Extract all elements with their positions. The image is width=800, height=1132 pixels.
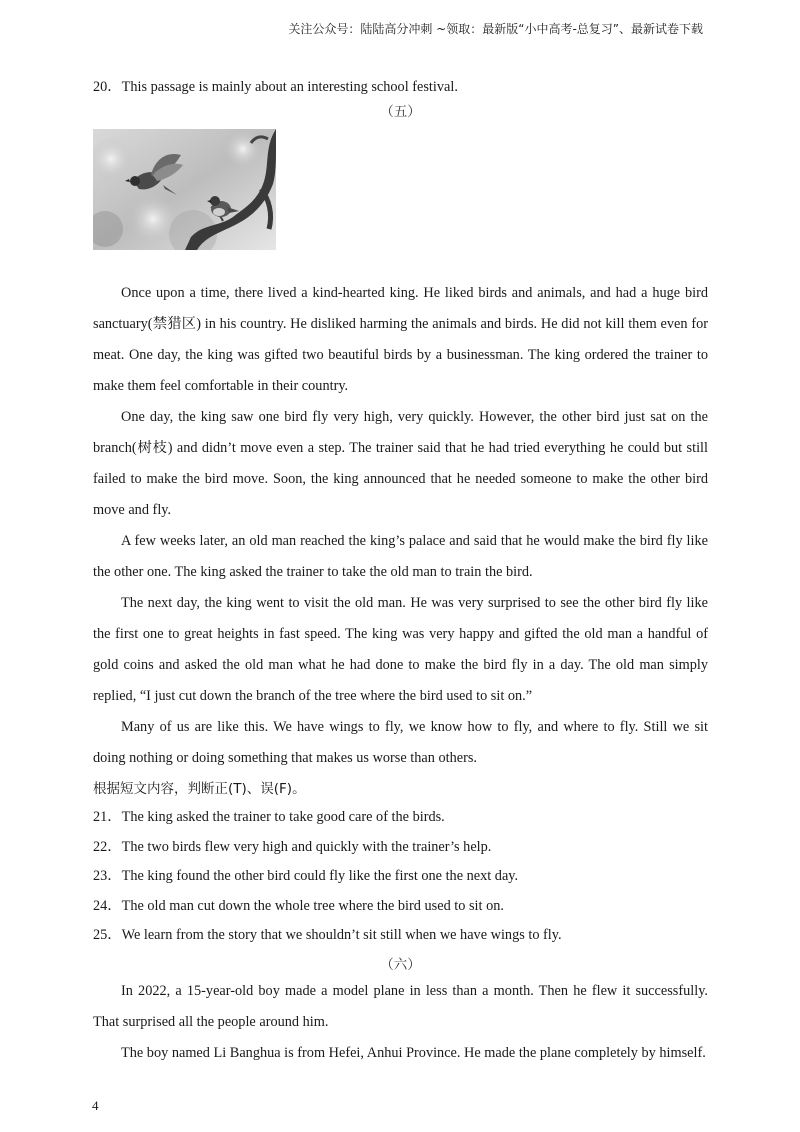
paragraph: One day, the king saw one bird fly very high, very quickly. However, the other bird just sat on the branch(树枝) and didn’t move even a step. The trainer said that he had tried everything he could but still failed to make the bird move. Soon, the king announced that he needed someone to make the other bird move and fly. [93, 409, 708, 518]
question-item: 21．The king asked the trainer to take good care of the birds. [93, 809, 445, 825]
instruction-text: 根据短文内容，判断正(T)、误(F)。 [93, 781, 306, 797]
paragraph: The boy named Li Banghua is from Hefei, Anhui Province. He made the plane completely by himself. [121, 1044, 706, 1061]
page-header: 关注公众号：陆陆高分冲刺 ~领取：最新版“小中高考-总复习”、最新试卷下载 [288, 22, 703, 36]
paragraph: The next day, the king went to visit the old man. He was very surprised to see the other bird fly like the first one to great heights in fast speed. The king was very happy and gifted the old man a handful of gold coins and asked the old man what he had done to make the bird fly in a day. The old man simply replied, “I just cut down the branch of the tree where the bird used to sit on.” [93, 595, 708, 704]
question-20: 20．This passage is mainly about an interesting school festival. [93, 79, 458, 95]
page-number: 4 [92, 1098, 99, 1113]
paragraph: Many of us are like this. We have wings to fly, we know how to fly, and where to fly. Still we sit doing nothing or doing something that makes us worse than others. [93, 719, 708, 766]
section-5-heading: （五） [380, 104, 421, 120]
question-item: 25．We learn from the story that we shouldn’t sit still when we have wings to fly. [93, 927, 562, 943]
question-item: 22．The two birds flew very high and quickly with the trainer’s help. [93, 838, 492, 855]
question-item: 23．The king found the other bird could fly like the first one the next day. [93, 868, 519, 884]
paragraph: A few weeks later, an old man reached the king’s palace and said that he would make the bird fly like the other one. The king asked the trainer to take the old man to train the bird. [93, 533, 708, 580]
page-content [93, 76, 708, 1069]
paragraph: Once upon a time, there lived a kind-hearted king. He liked birds and animals, and had a huge bird sanctuary(禁猎区) in his country. He disliked harming the animals and birds. He did not kill them even for meat. One day, the king was gifted two beautiful birds by a businessman. The king ordered the trainer to make them feel comfortable in their country. [93, 285, 708, 394]
question-list [93, 803, 708, 951]
section-6-heading: （六） [380, 956, 421, 973]
question-item: 24．The old man cut down the whole tree where the bird used to sit on. [93, 897, 504, 914]
birds-on-branch-photo [93, 129, 276, 250]
paragraph: In 2022, a 15-year-old boy made a model plane in less than a month. Then he flew it successfully. That surprised all the people around him. [93, 982, 708, 1030]
